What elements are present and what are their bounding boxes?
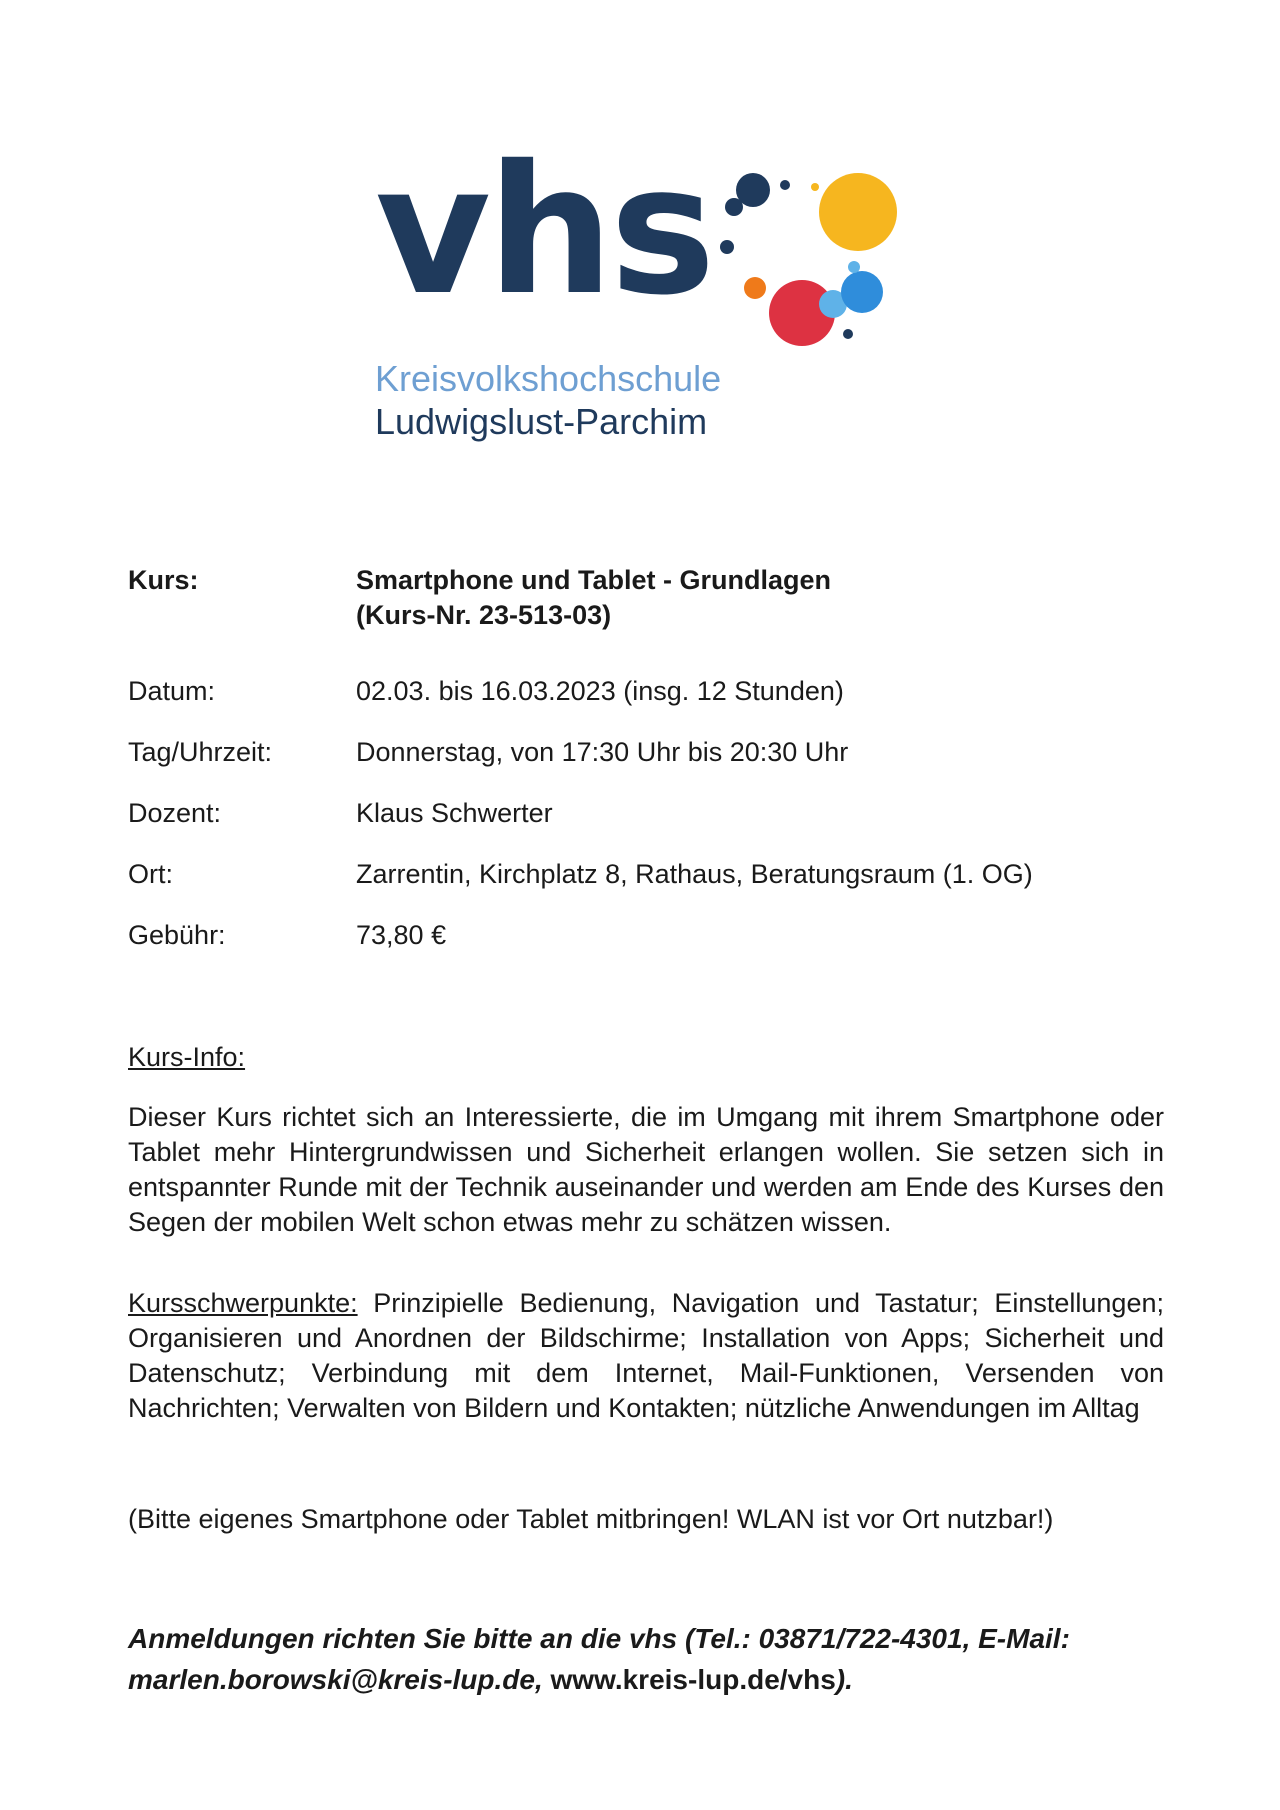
focus-label: Kursschwerpunkte: <box>128 1288 358 1318</box>
logo-dot-yellow-small <box>811 183 819 191</box>
course-title: Smartphone und Tablet - Grundlagen <box>356 565 832 595</box>
info-note: (Bitte eigenes Smartphone oder Tablet mitbringen! WLAN ist vor Ort nutzbar!) <box>128 1504 1054 1534</box>
logo-dot-blue <box>841 271 883 313</box>
registration-closing: ). <box>835 1664 853 1695</box>
detail-value: 02.03. bis 16.03.2023 (insg. 12 Stunden) <box>356 676 844 706</box>
detail-label: Gebühr: <box>128 920 226 950</box>
detail-value: Klaus Schwerter <box>356 798 553 828</box>
registration-website[interactable]: www.kreis-lup.de/vhs <box>550 1664 836 1695</box>
logo-wordmark: vhs <box>375 127 712 334</box>
logo-dot-yellow <box>819 173 897 251</box>
detail-value: Donnerstag, von 17:30 Uhr bis 20:30 Uhr <box>356 737 849 767</box>
logo-dot-orange <box>744 277 766 299</box>
logo-dot-blue-small <box>848 261 860 273</box>
detail-label: Ort: <box>128 859 173 889</box>
registration-intro: Anmeldungen richten Sie bitte an die vhs (Tel.: 03871/722-4301, E-Mail: <box>128 1623 1070 1654</box>
focus-text: Prinzipielle Bedienung, Navigation und Tastatur; Einstellungen; Organisieren und Anordnen der Bildschirme; Installation von Apps; Sicherheit und Datenschutz; Verbindung mit dem Internet, Mail-Funktionen, Versenden von Nachrichten; Verwalten von Bildern und Kontakten; nützliche Anwendungen im Alltag <box>128 1288 1164 1423</box>
registration-email[interactable]: marlen.borowski@kreis-lup.de, <box>128 1664 543 1695</box>
detail-label: Tag/Uhrzeit: <box>128 737 273 767</box>
logo-dots-graphic <box>705 160 915 350</box>
logo-dot-navy-left <box>720 240 734 254</box>
logo-subtitle-line1: Kreisvolkshochschule <box>375 358 722 399</box>
course-label: Kurs: <box>128 565 199 595</box>
info-description: Dieser Kurs richtet sich an Interessierte, die im Umgang mit ihrem Smartphone oder Tablet mehr Hintergrundwissen und Sicherheit erlangen wollen. Sie setzen sich in entspannter Runde mit der Technik auseinander und werden am Ende des Kurses den Segen der mobilen Welt schon etwas mehr zu schätzen wissen. <box>128 1102 1164 1237</box>
detail-value: 73,80 € <box>356 920 447 950</box>
info-heading: Kurs-Info: <box>128 1042 246 1072</box>
logo-dot-navy-medium <box>725 198 743 216</box>
logo-dot-navy-bottom <box>843 329 853 339</box>
vhs-logo <box>375 127 915 450</box>
registration-block <box>128 1618 1188 1700</box>
detail-label: Dozent: <box>128 798 222 828</box>
logo-subtitle-line2: Ludwigslust-Parchim <box>375 401 708 442</box>
detail-value: Zarrentin, Kirchplatz 8, Rathaus, Beratungsraum (1. OG) <box>356 859 1033 889</box>
logo-dot-navy-small <box>780 180 790 190</box>
course-number: (Kurs-Nr. 23-513-03) <box>356 600 612 630</box>
info-focus <box>128 1286 1164 1426</box>
detail-label: Datum: <box>128 676 216 706</box>
